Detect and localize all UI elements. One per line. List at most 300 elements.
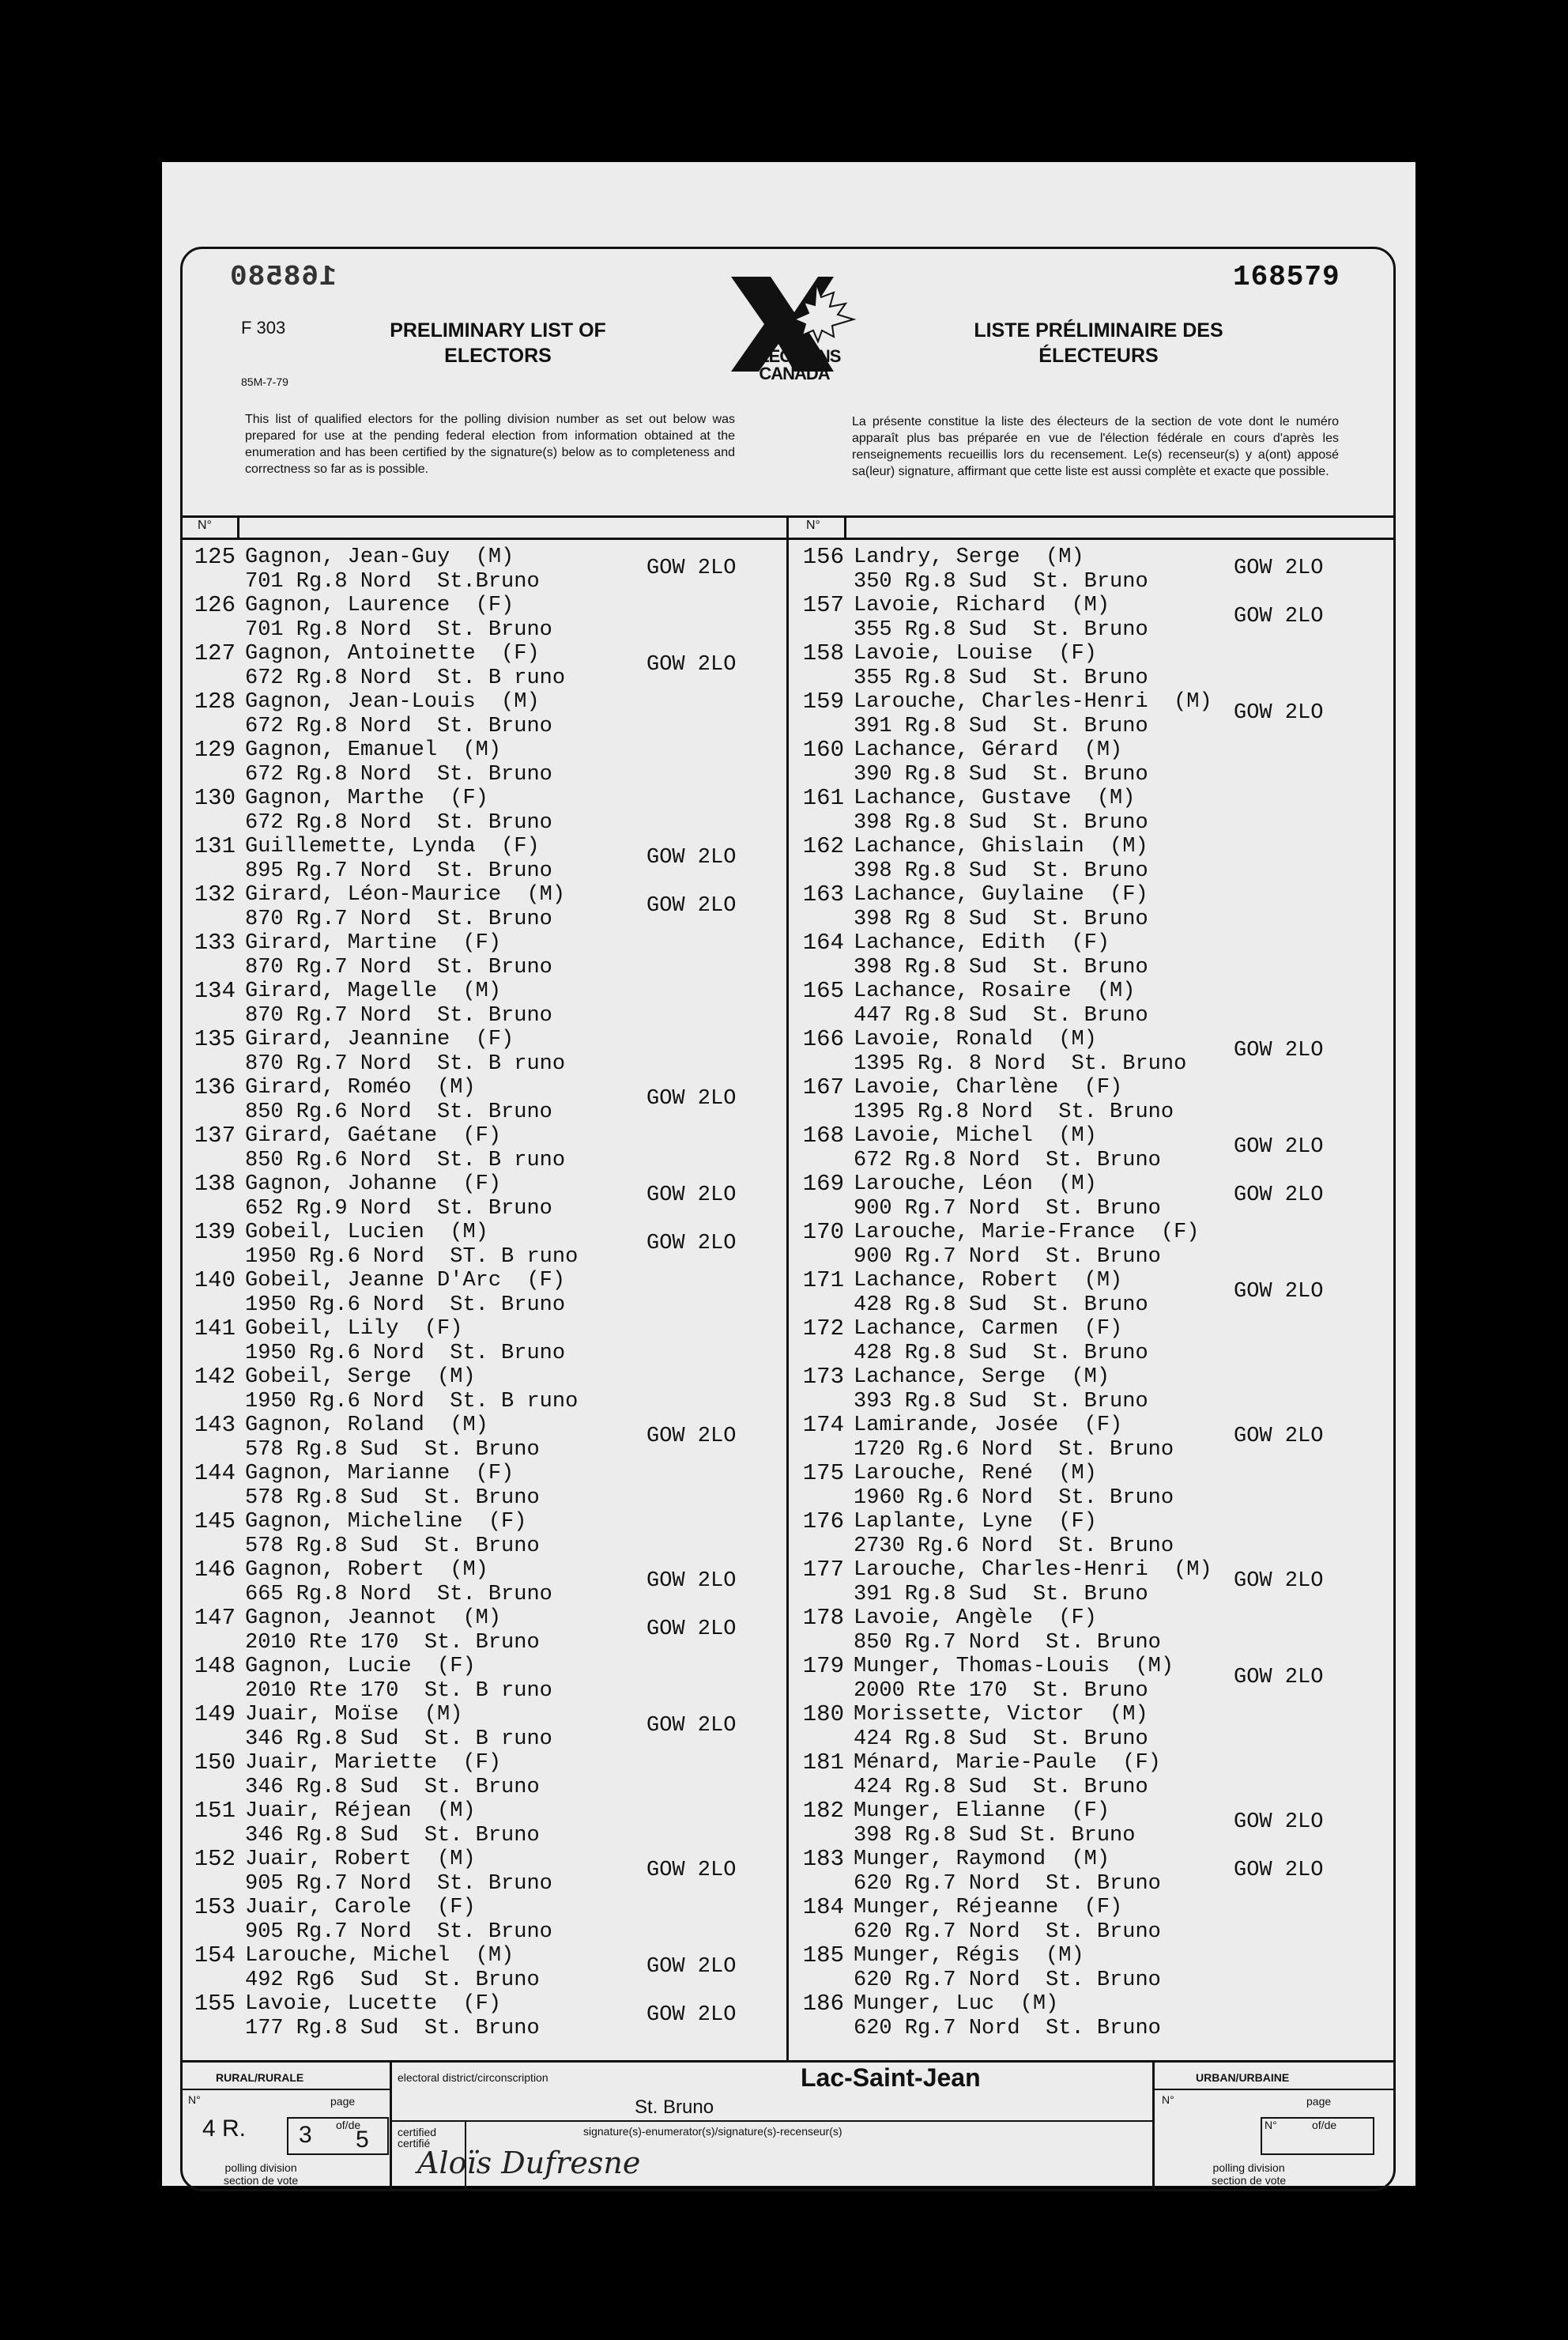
elector-number: 139	[194, 1219, 236, 1245]
elector-number: 147	[194, 1605, 236, 1631]
elector-name: Lachance, Serge (M)	[854, 1365, 1110, 1389]
elector-address: 870 Rg.7 Nord St. Bruno	[245, 1003, 552, 1028]
elector-name: Girard, Magelle (M)	[245, 979, 502, 1003]
rural-line	[180, 2089, 390, 2090]
elector-row	[789, 1317, 1397, 1365]
elector-name: Munger, Réjeanne (F)	[854, 1896, 1123, 1919]
urban-page-label: page	[1306, 2095, 1332, 2108]
elector-address: 398 Rg.8 Sud St. Bruno	[854, 955, 1148, 979]
elector-name: Girard, Gaétane (F)	[245, 1124, 502, 1148]
elector-address: 2730 Rg.6 Nord St. Bruno	[854, 1534, 1174, 1558]
elector-name: Gobeil, Serge (M)	[245, 1365, 476, 1389]
elector-row	[789, 1847, 1397, 1896]
elector-address: 870 Rg.7 Nord St. Bruno	[245, 907, 552, 931]
of-label: of/de	[336, 2119, 361, 2131]
municipality: St. Bruno	[635, 2097, 714, 2118]
rural-label: RURAL/RURALE	[216, 2071, 304, 2084]
intro-english: This list of qualified electors for the polling division number as set out below was prepared for use at the pending federal election from information obtained at the enumeration and has been certified by the signature(s) below as to completeness and correctness so far as is possible.	[245, 413, 735, 476]
elector-number: 130	[194, 785, 236, 811]
elector-row	[180, 1028, 789, 1076]
elector-name: Gagnon, Laurence (F)	[245, 594, 514, 617]
elector-postal-code: GOW 2LO	[646, 1714, 737, 1738]
elector-address: 578 Rg.8 Sud St. Bruno	[245, 1534, 540, 1558]
elector-row	[180, 738, 789, 787]
footer-block	[180, 2060, 1396, 2191]
elector-address: 398 Rg.8 Sud St. Bruno	[854, 859, 1148, 883]
elector-name: Munger, Régis (M)	[854, 1944, 1084, 1968]
elector-postal-code: GOW 2LO	[1234, 1135, 1324, 1159]
elector-number: 165	[802, 978, 844, 1004]
elector-number: 178	[802, 1605, 844, 1631]
elector-row	[180, 690, 789, 738]
elector-postal-code: GOW 2LO	[1234, 1039, 1324, 1062]
serial-number: 168579	[1233, 261, 1340, 293]
footer-divider-1	[390, 2060, 392, 2191]
elector-number: 133	[194, 930, 236, 956]
elector-row	[789, 1558, 1397, 1606]
elector-address: 424 Rg.8 Sud St. Bruno	[854, 1727, 1148, 1751]
rural-page-label: page	[330, 2095, 356, 2108]
elector-number: 164	[802, 930, 844, 956]
elector-row	[789, 545, 1397, 594]
elector-name: Lavoie, Ronald (M)	[854, 1028, 1097, 1051]
elector-address: 1720 Rg.6 Nord St. Bruno	[854, 1437, 1174, 1462]
elector-row	[789, 1028, 1397, 1076]
elector-address: 701 Rg.8 Nord St.Bruno	[245, 569, 540, 594]
elector-name: Lamirande, Josée (F)	[854, 1413, 1123, 1437]
elector-name: Larouche, Charles-Henri (M)	[854, 1558, 1212, 1582]
elector-postal-code: GOW 2LO	[1234, 701, 1324, 725]
elector-row	[789, 787, 1397, 835]
elector-name: Gagnon, Micheline (F)	[245, 1510, 527, 1534]
elector-name: Gobeil, Lily (F)	[245, 1317, 463, 1341]
elector-row	[789, 1221, 1397, 1269]
elector-number: 171	[802, 1267, 844, 1293]
elector-address: 578 Rg.8 Sud St. Bruno	[245, 1437, 540, 1462]
elector-row	[180, 1076, 789, 1124]
title-english: PRELIMINARY LIST OF ELECTORS	[390, 319, 606, 367]
elector-name: Girard, Roméo (M)	[245, 1076, 476, 1100]
elector-number: 138	[194, 1171, 236, 1197]
elector-row	[789, 738, 1397, 787]
elector-number: 140	[194, 1267, 236, 1293]
elector-number: 129	[194, 737, 236, 763]
elector-name: Larouche, Charles-Henri (M)	[854, 690, 1212, 714]
elector-row	[180, 787, 789, 835]
elector-row	[180, 1172, 789, 1221]
serial-number-mirrored: 168580	[229, 261, 337, 293]
elector-row	[180, 1413, 789, 1462]
elector-name: Lachance, Edith (F)	[854, 931, 1110, 955]
elector-postal-code: GOW 2LO	[1234, 557, 1324, 580]
elector-postal-code: GOW 2LO	[646, 557, 737, 580]
elector-address: 1950 Rg.6 Nord St. B runo	[245, 1389, 579, 1413]
elector-row	[180, 1365, 789, 1413]
elector-row	[789, 642, 1397, 690]
certified-line	[390, 2120, 1152, 2122]
elector-address: 1950 Rg.6 Nord St. Bruno	[245, 1341, 566, 1365]
elector-number: 182	[802, 1798, 844, 1824]
signature-label: signature(s)-enumerator(s)/signature(s)-recenseur(s)	[583, 2125, 842, 2138]
elector-name: Gagnon, Jeannot (M)	[245, 1606, 502, 1630]
elector-number: 161	[802, 785, 844, 811]
elector-row	[180, 1269, 789, 1317]
elector-address: 390 Rg.8 Sud St. Bruno	[854, 762, 1148, 787]
polling-label-urban: polling division section de vote	[1212, 2161, 1287, 2187]
elector-name: Gagnon, Emanuel (M)	[245, 738, 502, 762]
elector-row	[789, 883, 1397, 931]
urban-label: URBAN/URBAINE	[1196, 2071, 1290, 2084]
elector-address: 398 Rg 8 Sud St. Bruno	[854, 907, 1148, 931]
elector-postal-code: GOW 2LO	[1234, 1425, 1324, 1448]
no-header-right: N°	[806, 519, 820, 532]
elector-number: 159	[802, 689, 844, 715]
elector-postal-code: GOW 2LO	[646, 1183, 737, 1207]
elector-name: Lachance, Gérard (M)	[854, 738, 1123, 762]
elector-name: Landry, Serge (M)	[854, 545, 1084, 569]
urban-page-no-label: N°	[1265, 2119, 1277, 2131]
elector-number: 177	[802, 1557, 844, 1583]
urban-line	[1152, 2089, 1396, 2090]
elector-name: Juair, Carole (F)	[245, 1896, 476, 1919]
elector-address: 1950 Rg.6 Nord St. Bruno	[245, 1293, 566, 1317]
elector-row	[180, 545, 789, 594]
elector-row	[789, 1992, 1397, 2040]
elector-name: Gobeil, Jeanne D'Arc (F)	[245, 1269, 566, 1293]
elector-name: Lavoie, Charlène (F)	[854, 1076, 1123, 1100]
elector-number: 151	[194, 1798, 236, 1824]
elector-postal-code: GOW 2LO	[646, 894, 737, 918]
elector-row	[180, 835, 789, 883]
elector-address: 672 Rg.8 Nord St. Bruno	[245, 714, 552, 738]
elector-address: 398 Rg.8 Sud St. Bruno	[854, 1823, 1136, 1847]
enumerator-signature: Aloïs Dufresne	[417, 2146, 641, 2180]
elector-address: 620 Rg.7 Nord St. Bruno	[854, 2016, 1161, 2040]
elector-row	[789, 690, 1397, 738]
elector-number: 132	[194, 881, 236, 908]
elector-postal-code: GOW 2LO	[646, 2003, 737, 2027]
page-total: 5	[356, 2127, 369, 2153]
elector-name: Gagnon, Jean-Guy (M)	[245, 545, 514, 569]
elector-address: 2010 Rte 170 St. Bruno	[245, 1630, 540, 1655]
elector-postal-code: GOW 2LO	[1234, 1569, 1324, 1593]
elector-list-right	[789, 545, 1397, 2040]
elector-address: 701 Rg.8 Nord St. Bruno	[245, 617, 552, 642]
elector-postal-code: GOW 2LO	[646, 653, 737, 677]
elector-address: 672 Rg.8 Nord St. Bruno	[245, 762, 552, 787]
elector-row	[789, 1172, 1397, 1221]
elector-address: 652 Rg.9 Nord St. Bruno	[245, 1196, 552, 1221]
elector-address: 177 Rg.8 Sud St. Bruno	[245, 2016, 540, 2040]
elector-number: 155	[194, 1991, 236, 2017]
elector-row	[789, 979, 1397, 1028]
elector-address: 900 Rg.7 Nord St. Bruno	[854, 1196, 1161, 1221]
elector-postal-code: GOW 2LO	[1234, 1810, 1324, 1834]
elector-postal-code: GOW 2LO	[646, 1859, 737, 1882]
elector-name: Lachance, Ghislain (M)	[854, 835, 1148, 859]
elector-number: 184	[802, 1894, 844, 1920]
elector-row	[180, 931, 789, 979]
no-header-divider-right	[844, 515, 846, 538]
elector-number: 150	[194, 1749, 236, 1776]
elector-name: Lachance, Gustave (M)	[854, 787, 1136, 810]
elector-number: 152	[194, 1846, 236, 1872]
elector-row	[180, 1655, 789, 1703]
elector-number: 179	[802, 1653, 844, 1679]
elector-number: 181	[802, 1749, 844, 1776]
elector-row	[180, 1462, 789, 1510]
elector-postal-code: GOW 2LO	[646, 1617, 737, 1641]
elector-name: Lachance, Guylaine (F)	[854, 883, 1148, 907]
elector-number: 144	[194, 1460, 236, 1486]
elector-postal-code: GOW 2LO	[646, 1569, 737, 1593]
elector-address: 850 Rg.7 Nord St. Bruno	[854, 1630, 1161, 1655]
elector-address: 672 Rg.8 Nord St. Bruno	[245, 810, 552, 835]
elector-number: 126	[194, 592, 236, 618]
elector-name: Juair, Moïse (M)	[245, 1703, 463, 1727]
elector-name: Guillemette, Lynda (F)	[245, 835, 540, 859]
elector-name: Girard, Jeannine (F)	[245, 1028, 514, 1051]
elector-name: Munger, Elianne (F)	[854, 1799, 1110, 1823]
elector-number: 176	[802, 1508, 844, 1534]
elector-address: 672 Rg.8 Nord St. B runo	[245, 666, 566, 690]
elector-address: 346 Rg.8 Sud St. B runo	[245, 1727, 552, 1751]
elector-address: 428 Rg.8 Sud St. Bruno	[854, 1341, 1148, 1365]
elector-address: 350 Rg.8 Sud St. Bruno	[854, 569, 1148, 594]
elector-number: 173	[802, 1364, 844, 1390]
print-code: 85M-7-79	[241, 376, 288, 388]
page-number: 3	[299, 2122, 312, 2148]
elector-postal-code: GOW 2LO	[646, 1232, 737, 1255]
elector-address: 850 Rg.6 Nord St. B runo	[245, 1148, 566, 1172]
elector-postal-code: GOW 2LO	[646, 1425, 737, 1448]
elector-number: 170	[802, 1219, 844, 1245]
elector-address: 1950 Rg.6 Nord ST. B runo	[245, 1244, 579, 1269]
elector-row	[180, 1317, 789, 1365]
elector-address: 578 Rg.8 Sud St. Bruno	[245, 1485, 540, 1510]
elector-name: Juair, Robert (M)	[245, 1847, 476, 1871]
elector-number: 162	[802, 833, 844, 859]
elector-name: Lavoie, Angèle (F)	[854, 1606, 1097, 1630]
elector-postal-code: GOW 2LO	[1234, 1280, 1324, 1304]
form-code: F 303	[241, 318, 286, 338]
elector-number: 186	[802, 1991, 844, 2017]
elector-name: Gagnon, Marthe (F)	[245, 787, 488, 810]
elector-number: 185	[802, 1942, 844, 1968]
elector-number: 160	[802, 737, 844, 763]
footer-top-line	[180, 2060, 1396, 2063]
elector-postal-code: GOW 2LO	[1234, 605, 1324, 628]
elector-address: 391 Rg.8 Sud St. Bruno	[854, 714, 1148, 738]
elector-name: Lachance, Rosaire (M)	[854, 979, 1136, 1003]
elector-row	[789, 1799, 1397, 1847]
elector-address: 2000 Rte 170 St. Bruno	[854, 1678, 1148, 1703]
elector-address: 391 Rg.8 Sud St. Bruno	[854, 1582, 1148, 1606]
elector-row	[789, 1606, 1397, 1655]
elector-name: Larouche, Léon (M)	[854, 1172, 1097, 1196]
elector-number: 134	[194, 978, 236, 1004]
elector-row	[180, 883, 789, 931]
logo-text: ELECTIONS CANADA	[748, 346, 841, 383]
elector-row	[789, 1076, 1397, 1124]
elector-name: Girard, Martine (F)	[245, 931, 502, 955]
elector-number: 135	[194, 1026, 236, 1052]
elector-address: 665 Rg.8 Nord St. Bruno	[245, 1582, 552, 1606]
elector-number: 136	[194, 1074, 236, 1100]
elector-number: 125	[194, 544, 236, 570]
elector-name: Morissette, Victor (M)	[854, 1703, 1148, 1727]
elector-address: 398 Rg.8 Sud St. Bruno	[854, 810, 1148, 835]
elector-row	[789, 835, 1397, 883]
elector-name: Juair, Réjean (M)	[245, 1799, 476, 1823]
elector-address: 672 Rg.8 Nord St. Bruno	[854, 1148, 1161, 1172]
elector-row	[180, 1847, 789, 1896]
elector-row	[789, 1510, 1397, 1558]
elector-address: 346 Rg.8 Sud St. Bruno	[245, 1823, 540, 1847]
elector-row	[789, 1462, 1397, 1510]
elector-name: Gagnon, Roland (M)	[245, 1413, 488, 1437]
elector-postal-code: GOW 2LO	[1234, 1183, 1324, 1207]
elector-number: 163	[802, 881, 844, 908]
elector-number: 157	[802, 592, 844, 618]
elector-row	[180, 979, 789, 1028]
elector-row	[789, 1944, 1397, 1992]
no-header-left: N°	[198, 519, 212, 532]
elector-row	[789, 594, 1397, 642]
elector-name: Gagnon, Robert (M)	[245, 1558, 488, 1582]
elector-number: 142	[194, 1364, 236, 1390]
elector-row	[789, 1124, 1397, 1172]
elector-name: Lavoie, Louise (F)	[854, 642, 1097, 666]
elector-list-left	[180, 545, 789, 2040]
elector-row	[789, 1655, 1397, 1703]
elector-number: 145	[194, 1508, 236, 1534]
elector-name: Larouche, Marie-France (F)	[854, 1221, 1200, 1244]
elector-address: 428 Rg.8 Sud St. Bruno	[854, 1293, 1148, 1317]
elector-number: 154	[194, 1942, 236, 1968]
elector-address: 355 Rg.8 Sud St. Bruno	[854, 617, 1148, 642]
elector-address: 870 Rg.7 Nord St. B runo	[245, 1051, 566, 1076]
elector-number: 180	[802, 1701, 844, 1727]
elector-number: 131	[194, 833, 236, 859]
elector-address: 355 Rg.8 Sud St. Bruno	[854, 666, 1148, 690]
elector-row	[180, 1896, 789, 1944]
elector-postal-code: GOW 2LO	[1234, 1666, 1324, 1689]
elector-postal-code: GOW 2LO	[646, 846, 737, 870]
elector-row	[789, 1703, 1397, 1751]
elector-number: 128	[194, 689, 236, 715]
elector-row	[180, 1606, 789, 1655]
elector-row	[180, 1124, 789, 1172]
elector-address: 620 Rg.7 Nord St. Bruno	[854, 1919, 1161, 1944]
elector-name: Lachance, Carmen (F)	[854, 1317, 1123, 1341]
intro-french: La présente constitue la liste des électeurs de la section de vote dont le numéro apparaît plus bas préparée en vue de l'élection fédérale en cours d'après les renseignements recueillis lors du recensement. Le(s) recenseur(s) y a(ont) apposé sa(leur) signature, affirmant que cette liste est aussi complète et exacte que possible.	[852, 415, 1339, 478]
elector-row	[180, 1703, 789, 1751]
elector-row	[180, 1799, 789, 1847]
elector-row	[180, 642, 789, 690]
elector-address: 895 Rg.7 Nord St. Bruno	[245, 859, 552, 883]
elector-address: 905 Rg.7 Nord St. Bruno	[245, 1919, 552, 1944]
elector-name: Juair, Mariette (F)	[245, 1751, 502, 1775]
elector-name: Larouche, René (M)	[854, 1462, 1097, 1485]
elector-address: 905 Rg.7 Nord St. Bruno	[245, 1871, 552, 1896]
district-label: electoral district/circonscription	[398, 2071, 548, 2084]
elector-number: 156	[802, 544, 844, 570]
elector-number: 149	[194, 1701, 236, 1727]
elector-address: 492 Rg6 Sud St. Bruno	[245, 1968, 540, 1992]
district-name: Lac-Saint-Jean	[801, 2063, 981, 2092]
footer-divider-2	[1152, 2060, 1155, 2191]
elector-name: Gagnon, Marianne (F)	[245, 1462, 514, 1485]
elector-row	[180, 1510, 789, 1558]
elector-row	[789, 1269, 1397, 1317]
elector-number: 169	[802, 1171, 844, 1197]
elector-number: 172	[802, 1315, 844, 1342]
elector-name: Gagnon, Johanne (F)	[245, 1172, 502, 1196]
elector-number: 168	[802, 1123, 844, 1149]
elector-row	[180, 1751, 789, 1799]
elector-number: 143	[194, 1412, 236, 1438]
elector-name: Munger, Thomas-Louis (M)	[854, 1655, 1174, 1678]
elector-row	[789, 1896, 1397, 1944]
elector-name: Gagnon, Jean-Louis (M)	[245, 690, 540, 714]
elector-name: Ménard, Marie-Paule (F)	[854, 1751, 1161, 1775]
elector-name: Laplante, Lyne (F)	[854, 1510, 1097, 1534]
elector-address: 424 Rg.8 Sud St. Bruno	[854, 1775, 1148, 1799]
elector-name: Munger, Luc (M)	[854, 1992, 1059, 2016]
elector-address: 620 Rg.7 Nord St. Bruno	[854, 1968, 1161, 1992]
elector-address: 2010 Rte 170 St. B runo	[245, 1678, 552, 1703]
elector-address: 1395 Rg. 8 Nord St. Bruno	[854, 1051, 1187, 1076]
elector-address: 1395 Rg.8 Nord St. Bruno	[854, 1100, 1174, 1124]
elector-number: 175	[802, 1460, 844, 1486]
elector-row	[789, 931, 1397, 979]
rural-polling-number: 4 R.	[202, 2115, 247, 2142]
elector-address: 1960 Rg.6 Nord St. Bruno	[854, 1485, 1174, 1510]
urban-no-label: N°	[1162, 2093, 1174, 2106]
elector-address: 620 Rg.7 Nord St. Bruno	[854, 1871, 1161, 1896]
elector-address: 393 Rg.8 Sud St. Bruno	[854, 1389, 1148, 1413]
elector-address: 447 Rg.8 Sud St. Bruno	[854, 1003, 1148, 1028]
elector-address: 870 Rg.7 Nord St. Bruno	[245, 955, 552, 979]
elector-number: 158	[802, 640, 844, 666]
elector-address: 346 Rg.8 Sud St. Bruno	[245, 1775, 540, 1799]
elector-row	[789, 1413, 1397, 1462]
elector-postal-code: GOW 2LO	[1234, 1859, 1324, 1882]
polling-label-rural: polling division section de vote	[224, 2161, 299, 2187]
elector-number: 153	[194, 1894, 236, 1920]
elector-postal-code: GOW 2LO	[646, 1955, 737, 1979]
elector-number: 183	[802, 1846, 844, 1872]
elector-name: Munger, Raymond (M)	[854, 1847, 1110, 1871]
urban-of-label: of/de	[1312, 2119, 1337, 2131]
elector-name: Gagnon, Antoinette (F)	[245, 642, 540, 666]
elector-number: 167	[802, 1074, 844, 1100]
elector-name: Lavoie, Lucette (F)	[245, 1992, 502, 2016]
elector-row	[180, 594, 789, 642]
no-header-divider-left	[237, 515, 239, 538]
elector-number: 127	[194, 640, 236, 666]
elector-number: 174	[802, 1412, 844, 1438]
elector-name: Gagnon, Lucie (F)	[245, 1655, 476, 1678]
elector-name: Gobeil, Lucien (M)	[245, 1221, 488, 1244]
elector-row	[180, 1944, 789, 1992]
elector-row	[180, 1221, 789, 1269]
elector-number: 141	[194, 1315, 236, 1342]
elector-name: Lachance, Robert (M)	[854, 1269, 1123, 1293]
elector-number: 146	[194, 1557, 236, 1583]
elector-name: Lavoie, Richard (M)	[854, 594, 1110, 617]
